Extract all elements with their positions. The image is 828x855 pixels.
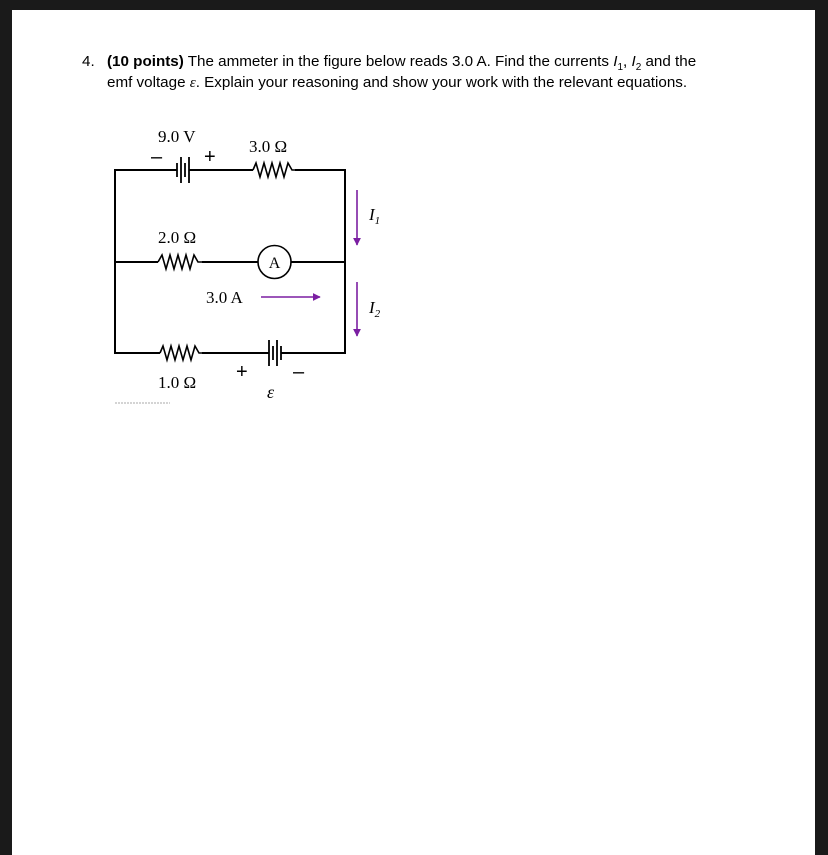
resistor-middle-label: 2.0 Ω bbox=[158, 228, 197, 247]
question-text-a: The ammeter in the figure below reads 3.0 A. Find the currents bbox=[183, 53, 614, 70]
question-sep: , bbox=[623, 53, 632, 70]
question-text-d: . Explain your reasoning and show your work with the relevant equations. bbox=[195, 74, 688, 91]
emf-symbol: ε bbox=[189, 74, 196, 91]
resistor-bottom-label: 1.0 Ω bbox=[158, 373, 197, 392]
current-i1-symbol: I bbox=[613, 53, 618, 70]
resistor-middle bbox=[158, 255, 202, 269]
ammeter-reading: 3.0 A bbox=[206, 288, 243, 307]
battery-top bbox=[170, 157, 195, 183]
question-points: (10 points) bbox=[107, 53, 184, 70]
ammeter-label: A bbox=[268, 255, 281, 272]
resistor-top-label: 3.0 Ω bbox=[249, 137, 288, 156]
current-i2-label: $I_2$ bbox=[369, 298, 381, 320]
question-number: 4. bbox=[82, 53, 95, 70]
battery-top-label: 9.0 V bbox=[158, 127, 196, 146]
current-i1-label: $I_1$ bbox=[369, 205, 381, 227]
battery-top-minus: – bbox=[151, 146, 163, 168]
battery-bottom-plus: + bbox=[236, 361, 248, 383]
battery-bottom-minus: – bbox=[293, 361, 305, 383]
current-i1-subscript: 1 bbox=[617, 62, 624, 74]
question-text-c: emf voltage bbox=[107, 74, 190, 91]
question-text-b: and the bbox=[641, 53, 697, 70]
current-i2-subscript: 2 bbox=[635, 62, 642, 74]
resistor-bottom bbox=[160, 346, 202, 360]
resistor-top bbox=[253, 163, 295, 177]
battery-top-plus: + bbox=[204, 146, 216, 168]
emf-label: ε bbox=[267, 382, 275, 402]
current-i2-symbol: I bbox=[631, 53, 636, 70]
battery-bottom bbox=[263, 340, 290, 366]
